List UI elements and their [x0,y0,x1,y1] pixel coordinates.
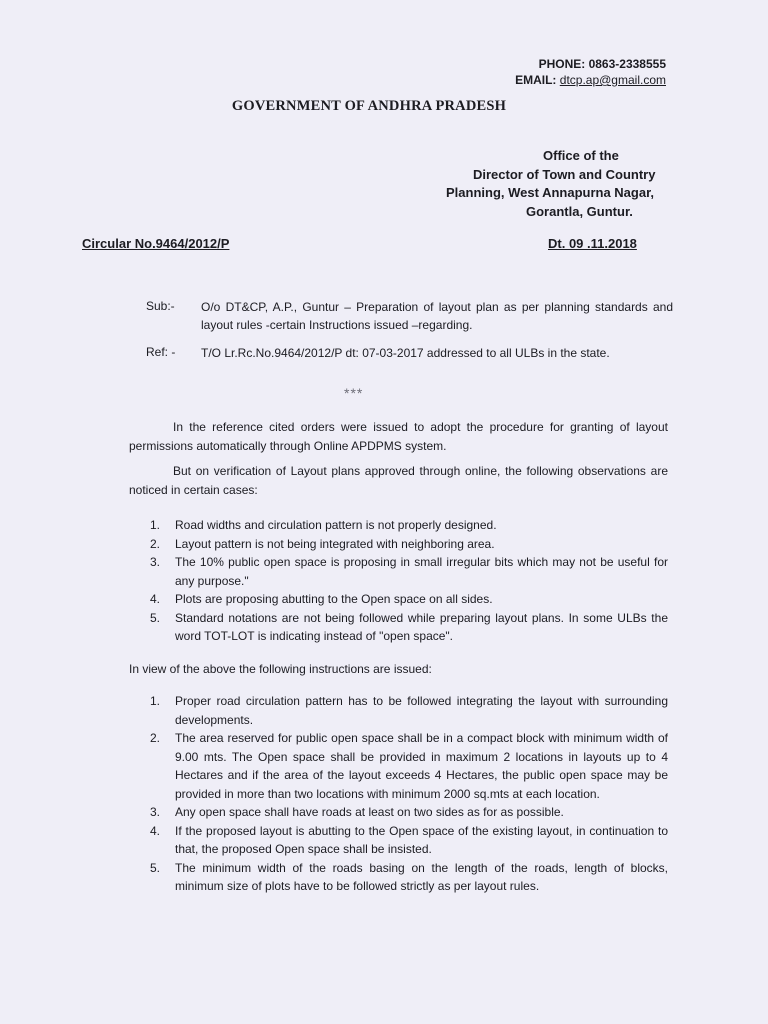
list-item: 2. The area reserved for public open space shall be in a compact block with minimum width of 9.00 mts. The Open space shall be provided in maximum 2 locations in layouts up to 4 Hectares and if the area of the layout exceeds 4 Hectares, the public open space may be provided in more than two locations with minimum 2000 sq.mts at each location. [150,731,668,801]
reference-text: T/O Lr.Rc.No.9464/2012/P dt: 07-03-2017 addressed to all ULBs in the state. [201,346,610,360]
instructions-list [150,692,668,896]
list-item: 5. Standard notations are not being followed while preparing layout plans. In some ULBs the word TOT-LOT is indicating instead of "open space". [150,610,668,643]
list-item: 2. Layout pattern is not being integrated with neighboring area. [150,536,495,551]
office-address [446,147,676,221]
office-line: Planning, West Annapurna Nagar, [446,185,655,200]
office-line: Director of Town and Country [473,166,656,182]
circular-date: Dt. 09 .11.2018 [548,236,637,251]
list-item: 3. Any open space shall have roads at least on two sides as for as possible. [150,805,564,819]
instructions-intro: In view of the above the following instructions are issued: [129,662,432,676]
contact-block [480,56,666,88]
subject-label: Sub:- [146,299,175,313]
email-value[interactable]: dtcp.ap@gmail.com [559,73,666,87]
office-line: Gorantla, Guntur. [526,203,633,219]
list-item: 4. Plots are proposing abutting to the Open space on all sides. [150,592,493,606]
reference-label: Ref: - [146,345,176,359]
phone-label: PHONE: [538,57,586,71]
list-item: 1. Road widths and circulation pattern is not properly designed. [150,518,497,532]
separator-stars: *** [344,385,364,401]
email-label: EMAIL: [515,73,557,87]
list-item: 5. The minimum width of the roads basing on the length of the roads, length of blocks, minimum size of plots have to be followed strictly as per layout rules. [150,860,668,893]
list-item: 1. Proper road circulation pattern has to be followed integrating the layout with surrounding developments. [150,694,668,727]
list-item: 4. If the proposed layout is abutting to the Open space of the existing layout, in continuation to that, the proposed Open space shall be insisted. [150,823,668,856]
observations-list [150,516,668,646]
email-line [480,72,666,88]
observation-paragraph: But on verification of Layout plans approved through online, the following observations are noticed in certain cases: [129,464,668,497]
subject-text: O/o DT&CP, A.P., Guntur – Preparation of layout plan as per planning standards and layout rules -certain Instructions issued –regarding. [201,300,673,332]
office-line: Office of the [543,148,619,163]
phone-line [480,56,666,72]
intro-paragraph: In the reference cited orders were issued to adopt the procedure for granting of layout permissions automatically through Online APDPMS system. [129,420,668,453]
government-title: GOVERNMENT OF ANDHRA PRADESH [231,98,507,114]
phone-value: 0863-2338555 [588,57,666,71]
circular-number: Circular No.9464/2012/P [82,236,230,251]
list-item: 3. The 10% public open space is proposing in small irregular bits which may not be useful for any purpose." [150,555,668,588]
